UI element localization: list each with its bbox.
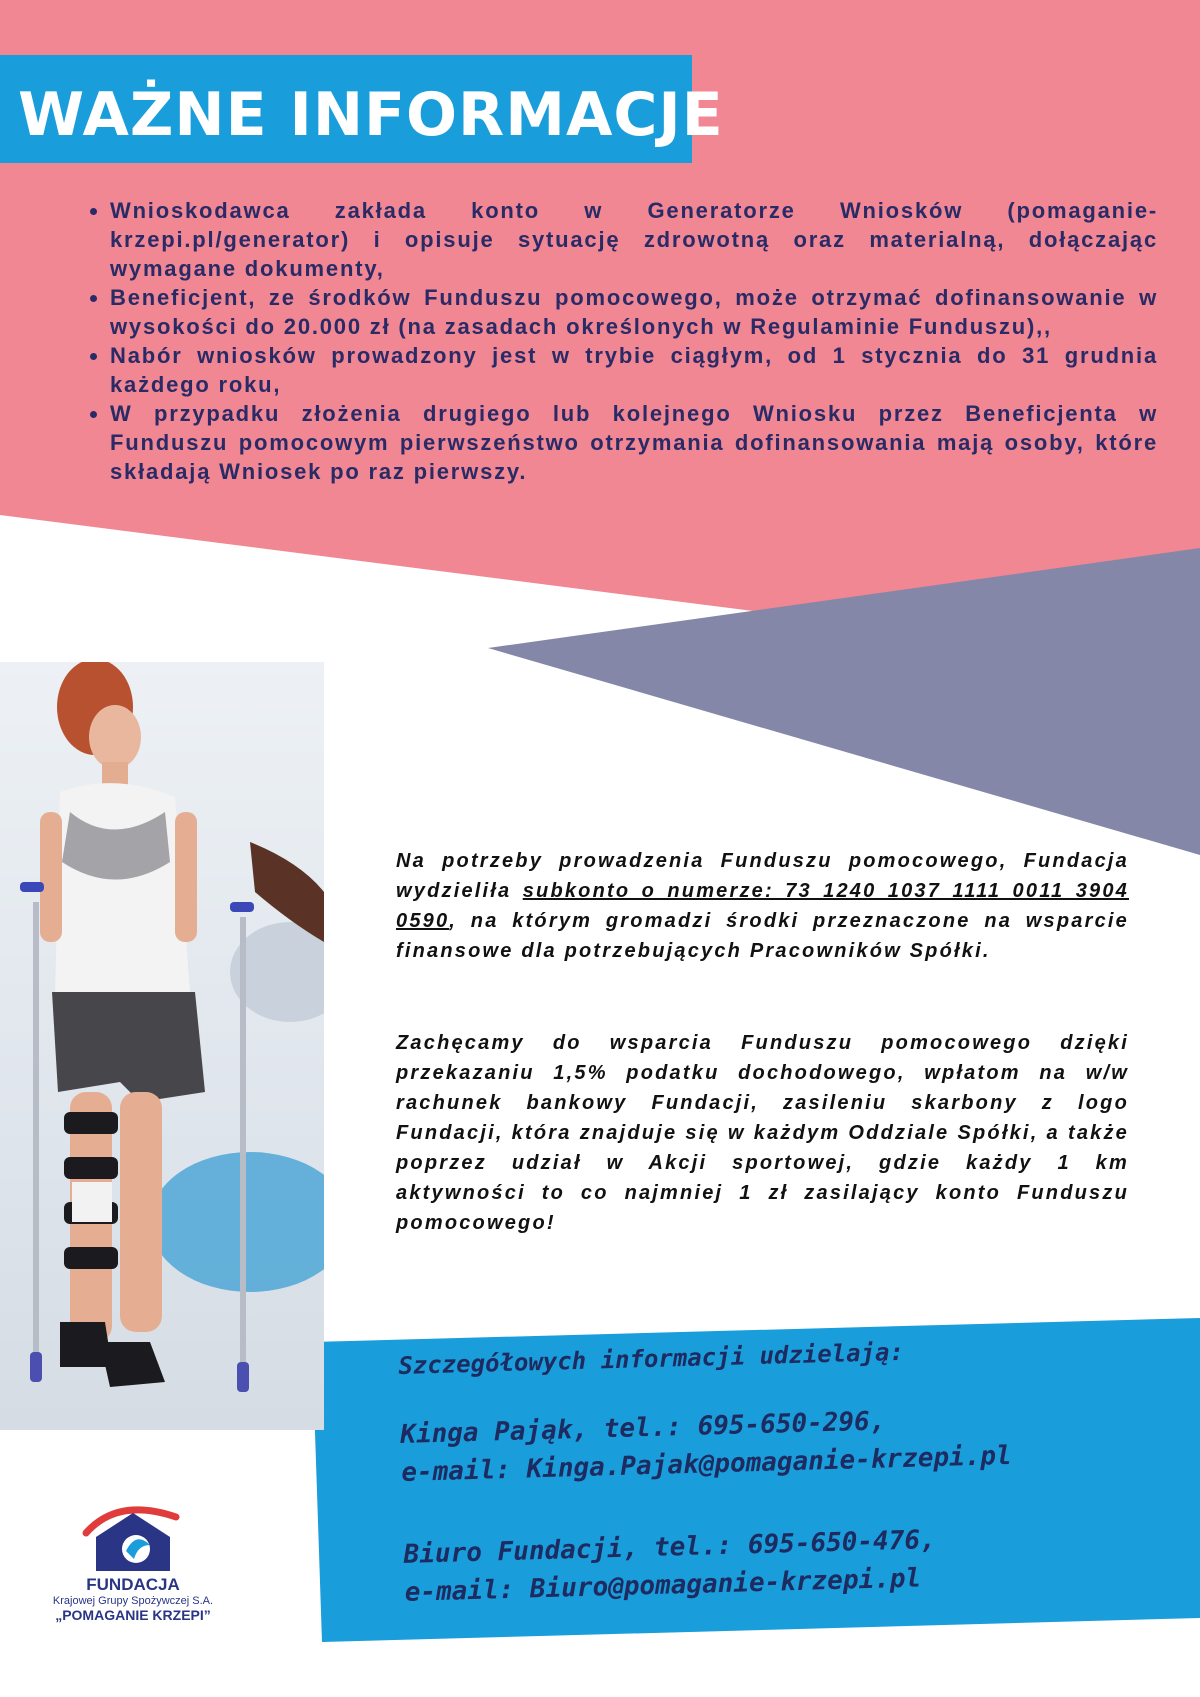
bullet-item: • Wnioskodawca zakłada konto w Generatorze Wniosków (pomaganie-krzepi.pl/generator) i opisuje sytuację zdrowotną oraz materialną, dołączając wymagane dokumenty, <box>110 196 1158 283</box>
bullet-item: • Beneficjent, ze środków Funduszu pomocowego, może otrzymać dofinansowanie w wysokości do 20.000 zł (na zasadach określonych w Regulaminie Funduszu),, <box>110 283 1158 341</box>
contact-person-phone: Kinga Pająk, tel.: 695-650-296, <box>399 1406 886 1450</box>
contact-section <box>398 1332 1125 1612</box>
woman-with-crutches-photo <box>0 662 324 1430</box>
contact-person-email: e-mail: Kinga.Pajak@pomaganie-krzepi.pl <box>400 1440 1013 1488</box>
bullet-item: • W przypadku złożenia drugiego lub kolejnego Wniosku przez Beneficjenta w Funduszu pomocowym pierwszeństwo otrzymania dofinansowania mają osoby, które składają Wniosek po raz pierwszy. <box>110 399 1158 486</box>
page-title: WAŻNE INFORMACJE <box>18 80 724 150</box>
woman-with-crutches-and-knee-brace-photo-icon <box>0 662 324 1430</box>
contact-heading: Szczegółowych informacji udzielają: <box>398 1337 905 1380</box>
logo-line-company: Krajowej Grupy Spożywczej S.A. <box>52 1595 214 1607</box>
support-paragraph: Zachęcamy do wsparcia Funduszu pomocowego dzięki przekazaniu 1,5% podatku dochodowego, wpłatom na w/w rachunek bankowy Fundacji, zasileniu skarbony z logo Fundacji, która znajduje się w każdym Oddziale Spółki, a także poprzez udział w Akcji sportowej, gdzie każdy 1 km aktywności to co najmniej 1 zł zasilający konto Funduszu pomocowego! <box>396 1032 1129 1234</box>
logo-line-foundation: FUNDACJA <box>86 1575 180 1594</box>
info-bullet-list <box>82 196 1158 486</box>
paragraph-text: Na potrzeby prowadzenia Funduszu pomocowego, Fundacja wydzieliła <box>396 850 1129 902</box>
contact-office-phone: Biuro Fundacji, tel.: 695-650-476, <box>403 1525 937 1570</box>
account-number: subkonto o numerze: 73 1240 1037 1111 0011 3904 0590 <box>396 880 1129 932</box>
bullet-item: • Nabór wniosków prowadzony jest w trybie ciągłym, od 1 stycznia do 31 grudnia każdego roku, <box>110 341 1158 399</box>
foundation-logo-icon <box>78 1495 188 1573</box>
logo-line-slogan: „POMAGANIE KRZEPI” <box>55 1607 211 1623</box>
contact-office-email: e-mail: Biuro@pomaganie-krzepi.pl <box>404 1563 922 1608</box>
foundation-logo <box>28 1495 238 1645</box>
paragraph-text: , na którym gromadzi środki przeznaczone na wsparcie finansowe dla potrzebujących Pracowników Spółki. <box>396 910 1129 962</box>
fund-account-paragraph <box>396 846 1129 966</box>
